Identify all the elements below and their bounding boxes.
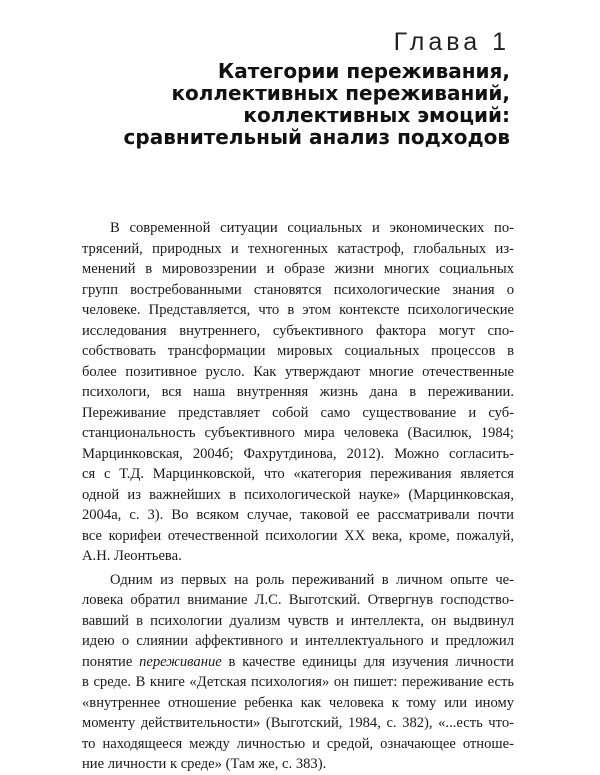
chapter-title — [90, 60, 510, 148]
text-line: «внутреннее отношение ребенка как человека к тому или иному — [82, 694, 514, 711]
text-line: Одним из первых на роль переживаний в личном опыте че- — [110, 571, 514, 588]
text-line: идею о слиянии аффективного и интеллектуального и предложил — [82, 633, 514, 649]
text-line: А.Н. Леонтьева. — [82, 548, 182, 564]
text-segment: в качестве единицы для изучения личности — [221, 653, 514, 670]
body-text — [82, 218, 514, 775]
text-line: человеке. Представляется, что в этом контексте психологические — [82, 302, 514, 318]
text-line: одной из важнейших в психологической науке» (Марцинковская, — [82, 486, 514, 503]
text-line: в среде. В книге «Детская психология» он пишет: переживание есть — [82, 674, 514, 690]
chapter-label: Глава 1 — [393, 28, 510, 56]
text-line: 2004а, с. 3). Во всяком случае, таковой ее рассматривали почти — [82, 507, 514, 523]
text-line: В современной ситуации социальных и экономических по- — [110, 220, 514, 236]
text-line: вавший в психологии дуализм чувств и интеллекта, он выдвинул — [82, 612, 514, 629]
text-line: групп востребованными становятся психологические знания о — [82, 281, 514, 298]
text-line: более позитивное русло. Как утверждают многие отечественные — [82, 363, 514, 380]
paragraph-1 — [82, 218, 514, 567]
text-line: то находящееся между личностью и средой, означающее отноше- — [82, 735, 514, 752]
chapter-title-line: коллективных переживаний, — [171, 81, 510, 105]
chapter-title-line: сравнительный анализ подходов — [123, 125, 510, 149]
text-line: Переживание представляет собой само существование и суб- — [82, 404, 514, 421]
text-line: Марцинковская, 2004б; Фахрутдинова, 2012). Можно согласить- — [82, 445, 514, 462]
text-line: ся с Т.Д. Марцинковской, что «категория переживания является — [82, 466, 514, 482]
chapter-title-line: коллективных эмоций: — [243, 103, 510, 127]
text-line: менений в мировоззрении и образе жизни многих социальных — [82, 261, 514, 277]
chapter-title-line: Категории переживания, — [217, 59, 510, 83]
text-line-with-italic — [82, 652, 514, 673]
paragraph-2 — [82, 570, 514, 775]
italic-term: переживание — [139, 653, 222, 670]
text-line: психологи, вся наша внутренняя жизнь дана в переживании. — [82, 384, 514, 400]
text-line: станциональность субъективного мира человека (Василюк, 1984; — [82, 425, 514, 441]
text-segment: понятие — [82, 653, 140, 670]
text-line: моменту действительности» (Выготский, 1984, с. 382), «...есть что- — [82, 715, 514, 731]
text-line: ние личности к среде» (Там же, с. 383). — [82, 756, 327, 772]
text-line: ловека обратил внимание Л.С. Выготский. Отвергнув господство- — [82, 592, 514, 608]
text-line: исследования внутреннего, субъективного фактора могут спо- — [82, 322, 514, 339]
text-line: все корифеи отечественной психологии XX века, кроме, пожалуй, — [82, 527, 514, 544]
text-line: собствовать трансформации мировых социальных процессов в — [82, 343, 514, 359]
text-line: трясений, природных и техногенных катастроф, глобальных из- — [82, 240, 514, 257]
